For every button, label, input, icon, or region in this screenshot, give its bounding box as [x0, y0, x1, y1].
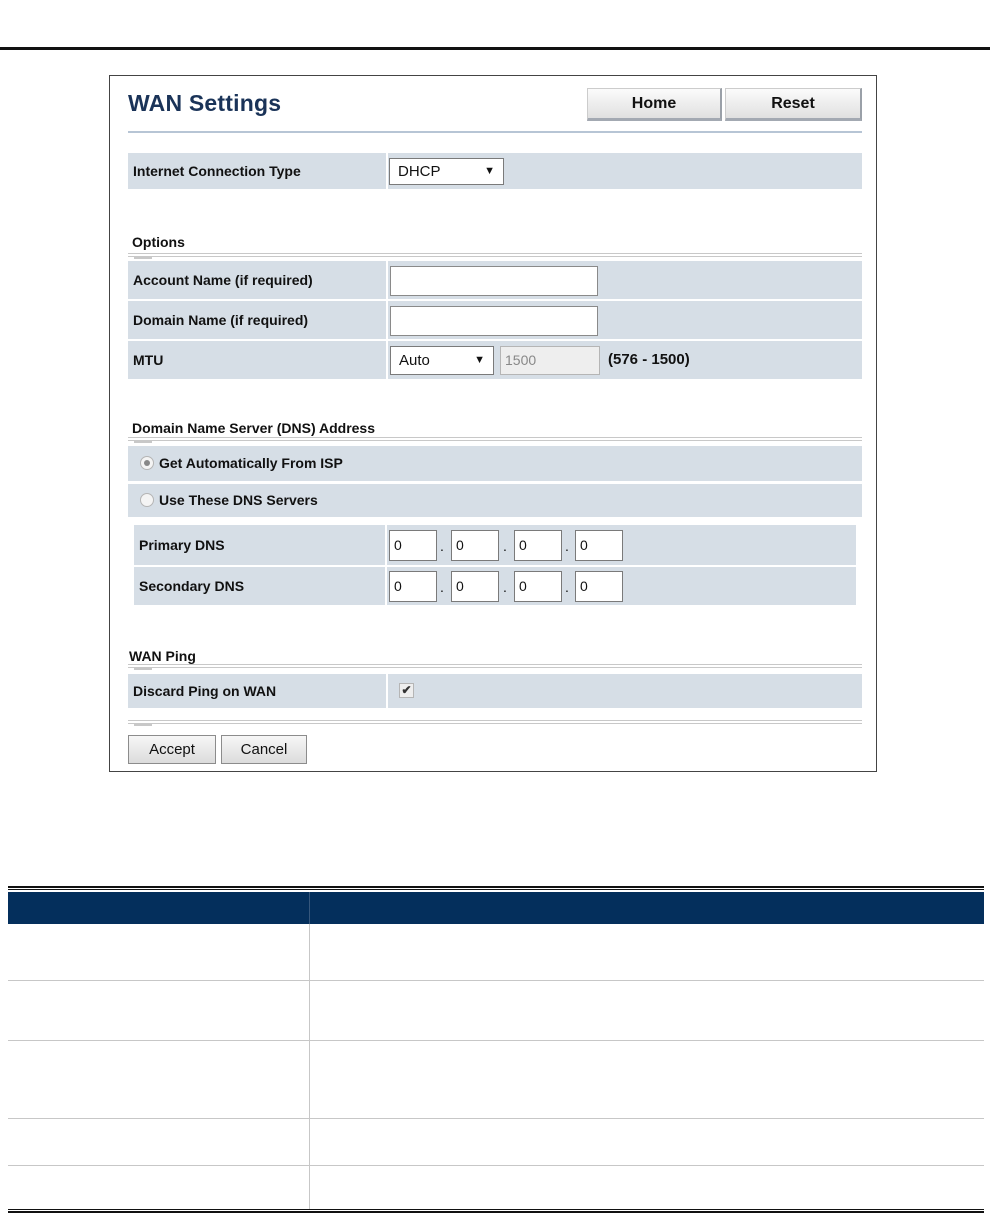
- primary-dns-octet-2[interactable]: 0: [451, 530, 499, 561]
- connection-type-select[interactable]: [389, 158, 504, 185]
- options-divider-tick: [134, 257, 152, 259]
- secondary-dns-octet-4[interactable]: 0: [575, 571, 623, 602]
- cancel-button[interactable]: Cancel: [221, 735, 307, 764]
- primary-dns-row: [134, 525, 856, 565]
- row-separator: [386, 301, 388, 339]
- ip-dot: .: [565, 538, 569, 554]
- mtu-mode-value: Auto: [399, 352, 430, 369]
- dns-divider: [128, 437, 862, 441]
- secondary-dns-row: [134, 567, 856, 605]
- row-separator: [385, 525, 387, 565]
- chevron-down-icon: ▼: [484, 165, 495, 177]
- secondary-dns-label: Secondary DNS: [139, 578, 245, 594]
- title-divider: [128, 131, 862, 133]
- domain-name-input[interactable]: [390, 306, 598, 336]
- wan-ping-divider-tick: [134, 668, 152, 670]
- mtu-mode-select[interactable]: [390, 346, 494, 375]
- domain-name-row: [128, 301, 862, 339]
- table-header: [8, 892, 984, 924]
- ip-dot: .: [565, 579, 569, 595]
- discard-ping-label: Discard Ping on WAN: [133, 683, 277, 699]
- top-page-rule: [0, 47, 990, 50]
- table-header-separator: [309, 892, 310, 924]
- mtu-value-input: 1500: [500, 346, 600, 375]
- options-divider: [128, 253, 862, 257]
- wan-settings-panel: [109, 75, 877, 772]
- form-footer-divider: [128, 720, 862, 724]
- row-separator: [386, 674, 388, 708]
- dns-auto-row[interactable]: [128, 446, 862, 481]
- accept-button[interactable]: Accept: [128, 735, 216, 764]
- secondary-dns-octet-3[interactable]: 0: [514, 571, 562, 602]
- row-separator: [386, 261, 388, 299]
- form-footer-divider-tick: [134, 724, 152, 726]
- dns-auto-label: Get Automatically From ISP: [159, 455, 343, 471]
- reset-button[interactable]: Reset: [725, 88, 862, 121]
- secondary-dns-octet-1[interactable]: 0: [389, 571, 437, 602]
- primary-dns-octet-1[interactable]: 0: [389, 530, 437, 561]
- primary-dns-label: Primary DNS: [139, 537, 225, 553]
- checkmark-icon: ✔: [401, 683, 412, 697]
- table-row-line: [8, 980, 984, 981]
- account-name-input[interactable]: [390, 266, 598, 296]
- discard-ping-row: [128, 674, 862, 708]
- table-row-line: [8, 1040, 984, 1041]
- primary-dns-octet-3[interactable]: 0: [514, 530, 562, 561]
- primary-dns-octet-4[interactable]: 0: [575, 530, 623, 561]
- ip-dot: .: [503, 538, 507, 554]
- account-name-label: Account Name (if required): [133, 272, 313, 288]
- mtu-range-note: (576 - 1500): [608, 351, 690, 368]
- options-section-title: Options: [132, 234, 185, 250]
- dns-manual-label: Use These DNS Servers: [159, 492, 318, 508]
- ip-dot: .: [440, 538, 444, 554]
- table-bottom-rule: [8, 1209, 984, 1213]
- connection-type-label: Internet Connection Type: [133, 163, 301, 179]
- mtu-label: MTU: [133, 352, 164, 368]
- row-separator: [386, 153, 388, 189]
- dns-manual-row[interactable]: [128, 484, 862, 517]
- connection-type-row: [128, 153, 862, 189]
- ip-dot: .: [440, 579, 444, 595]
- table-top-rule: [8, 886, 984, 890]
- account-name-row: [128, 261, 862, 299]
- dns-divider-tick: [134, 441, 152, 443]
- table-row-line: [8, 1118, 984, 1119]
- dns-manual-radio[interactable]: [140, 493, 154, 507]
- domain-name-label: Domain Name (if required): [133, 312, 309, 328]
- page-title: WAN Settings: [128, 90, 282, 116]
- secondary-dns-octet-2[interactable]: 0: [451, 571, 499, 602]
- dns-section-title: Domain Name Server (DNS) Address: [132, 420, 376, 436]
- mtu-row: [128, 341, 862, 379]
- dns-auto-radio[interactable]: [140, 456, 154, 470]
- discard-ping-checkbox[interactable]: [399, 683, 414, 698]
- ip-dot: .: [503, 579, 507, 595]
- wan-ping-section-title: WAN Ping: [129, 648, 196, 664]
- table-column-line: [309, 924, 310, 1209]
- home-button[interactable]: Home: [587, 88, 722, 121]
- table-row-line: [8, 1165, 984, 1166]
- row-separator: [386, 341, 388, 379]
- row-separator: [385, 567, 387, 605]
- chevron-down-icon: ▼: [474, 354, 485, 366]
- wan-ping-divider: [128, 664, 862, 668]
- connection-type-value: DHCP: [398, 163, 441, 180]
